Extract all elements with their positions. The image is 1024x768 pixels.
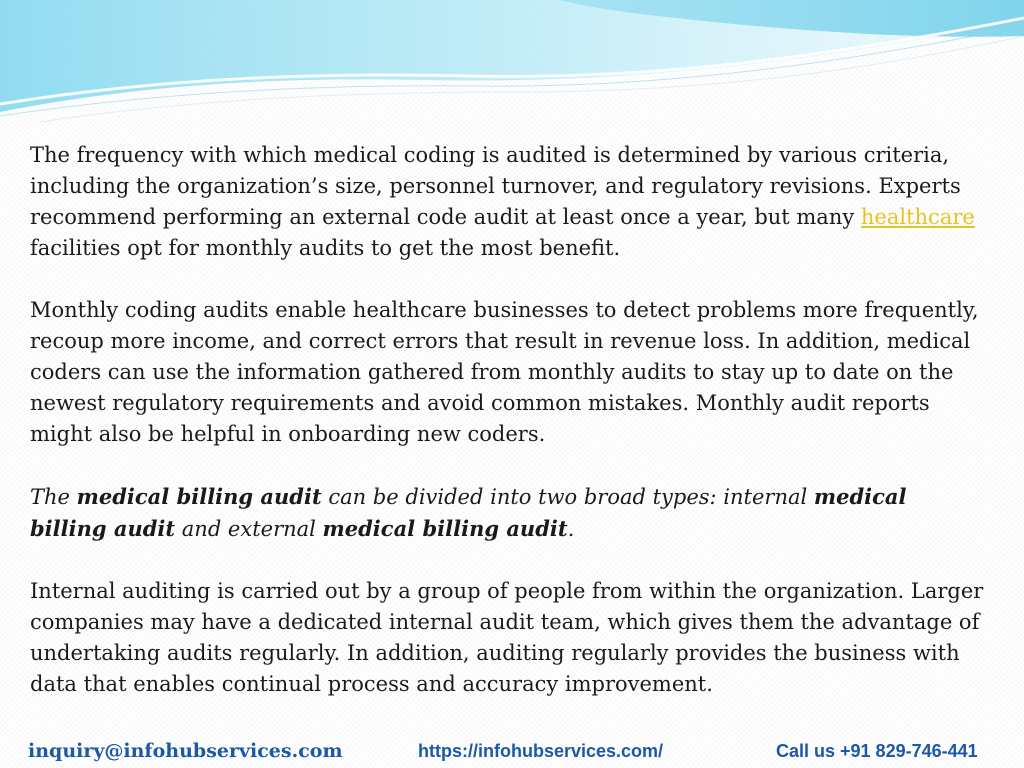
healthcare-link[interactable]: healthcare (860, 205, 975, 229)
paragraph-3-part-2: can be divided into two broad types: internal (321, 485, 814, 509)
document-body (30, 140, 990, 731)
footer (0, 740, 1024, 768)
paragraph-1-text-before-link: The frequency with which medical coding is audited is determined by various criteria, including the organization’s size, personnel turnover, and regulatory revisions. Experts recommend performing an external code audit at least once a year, but many (30, 143, 961, 229)
paragraph-3-bold-2: medical billing audit (30, 484, 907, 541)
header-wave-decoration (0, 0, 1024, 130)
paragraph-audit-types (30, 481, 990, 545)
paragraph-audit-frequency (30, 140, 990, 264)
paragraph-monthly-audits: Monthly coding audits enable healthcare businesses to detect problems more frequently, recoup more income, and correct errors that result in revenue loss. In addition, medical coders can use the information gathered from monthly audits to stay up to date on the newest regulatory requirements and avoid common mistakes. Monthly audit reports might also be helpful in onboarding new coders. (30, 298, 979, 446)
paragraph-internal-auditing: Internal auditing is carried out by a group of people from within the organization. Larger companies may have a dedicated internal audit team, which gives them the advantage of undertaking audits regularly. In addition, auditing regularly provides the business with data that enables continual process and accuracy improvement. (30, 579, 984, 696)
footer-phone: Call us +91 829-746-441 (776, 741, 978, 761)
paragraph-1-text-after-link: facilities opt for monthly audits to get the most benefit. (30, 236, 621, 260)
paragraph-3-part-1: The (30, 485, 77, 509)
footer-url[interactable]: https://infohubservices.com/ (418, 741, 664, 761)
paragraph-3-bold-1: medical billing audit (76, 484, 322, 509)
paragraph-3-part-4: . (567, 517, 575, 541)
paragraph-3-part-3: and external (175, 517, 323, 541)
paragraph-3-bold-3: medical billing audit (322, 516, 568, 541)
footer-email[interactable]: inquiry@infohubservices.com (28, 740, 343, 762)
